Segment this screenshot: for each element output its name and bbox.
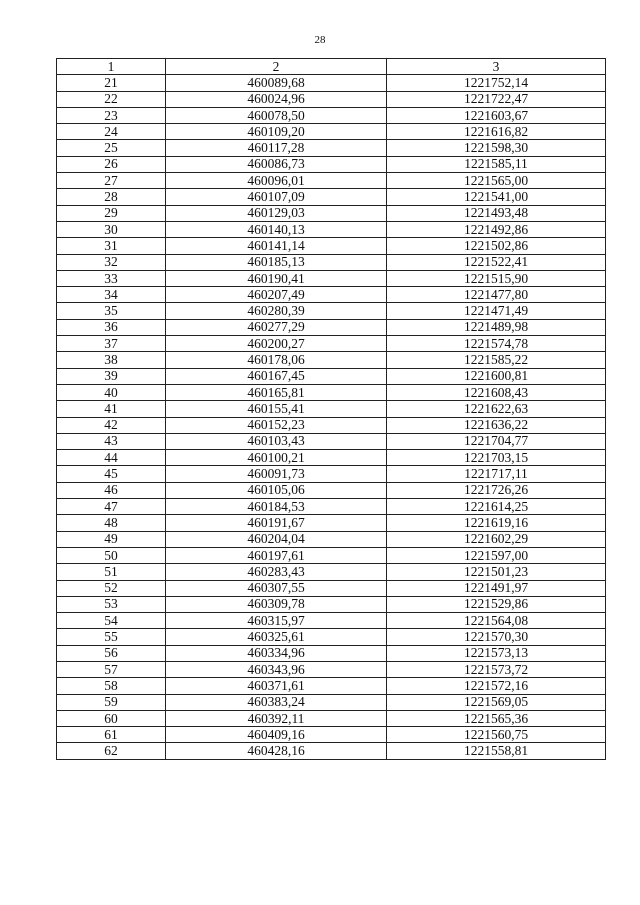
x-coordinate-cell: 460191,67: [166, 515, 387, 531]
table-row: [57, 303, 606, 319]
point-number-cell: 40: [57, 384, 166, 400]
x-coordinate-cell: 460140,13: [166, 221, 387, 237]
point-number-cell: 26: [57, 156, 166, 172]
x-coordinate-cell: 460409,16: [166, 727, 387, 743]
x-coordinate-cell: 460185,13: [166, 254, 387, 270]
y-coordinate-cell: 1221573,72: [387, 661, 606, 677]
point-number-cell: 36: [57, 319, 166, 335]
point-number-cell: 25: [57, 140, 166, 156]
table-row: [57, 450, 606, 466]
table-row: [57, 466, 606, 482]
x-coordinate-cell: 460129,03: [166, 205, 387, 221]
table-row: [57, 238, 606, 254]
point-number-cell: 33: [57, 270, 166, 286]
y-coordinate-cell: 1221491,97: [387, 580, 606, 596]
point-number-cell: 24: [57, 124, 166, 140]
column-header-2: 2: [166, 59, 387, 75]
table-row: [57, 368, 606, 384]
x-coordinate-cell: 460109,20: [166, 124, 387, 140]
y-coordinate-cell: 1221570,30: [387, 629, 606, 645]
point-number-cell: 54: [57, 613, 166, 629]
point-number-cell: 30: [57, 221, 166, 237]
table-row: [57, 91, 606, 107]
point-number-cell: 43: [57, 433, 166, 449]
y-coordinate-cell: 1221529,86: [387, 596, 606, 612]
y-coordinate-cell: 1221502,86: [387, 238, 606, 254]
point-number-cell: 31: [57, 238, 166, 254]
x-coordinate-cell: 460428,16: [166, 743, 387, 759]
point-number-cell: 60: [57, 710, 166, 726]
y-coordinate-cell: 1221614,25: [387, 499, 606, 515]
y-coordinate-cell: 1221492,86: [387, 221, 606, 237]
point-number-cell: 55: [57, 629, 166, 645]
y-coordinate-cell: 1221560,75: [387, 727, 606, 743]
table-row: [57, 727, 606, 743]
table-row: [57, 629, 606, 645]
point-number-cell: 34: [57, 287, 166, 303]
table-row: [57, 417, 606, 433]
x-coordinate-cell: 460105,06: [166, 482, 387, 498]
point-number-cell: 45: [57, 466, 166, 482]
y-coordinate-cell: 1221704,77: [387, 433, 606, 449]
y-coordinate-cell: 1221602,29: [387, 531, 606, 547]
point-number-cell: 22: [57, 91, 166, 107]
y-coordinate-cell: 1221597,00: [387, 547, 606, 563]
x-coordinate-cell: 460086,73: [166, 156, 387, 172]
x-coordinate-cell: 460197,61: [166, 547, 387, 563]
table-row: [57, 107, 606, 123]
table-row: [57, 678, 606, 694]
y-coordinate-cell: 1221565,00: [387, 173, 606, 189]
x-coordinate-cell: 460325,61: [166, 629, 387, 645]
x-coordinate-cell: 460190,41: [166, 270, 387, 286]
table-row: [57, 547, 606, 563]
table-row: [57, 710, 606, 726]
point-number-cell: 28: [57, 189, 166, 205]
y-coordinate-cell: 1221565,36: [387, 710, 606, 726]
x-coordinate-cell: 460178,06: [166, 352, 387, 368]
x-coordinate-cell: 460078,50: [166, 107, 387, 123]
page-number: 28: [314, 34, 326, 46]
y-coordinate-cell: 1221717,11: [387, 466, 606, 482]
table-row: [57, 694, 606, 710]
point-number-cell: 37: [57, 336, 166, 352]
table-row: [57, 336, 606, 352]
table-row: [57, 433, 606, 449]
y-coordinate-cell: 1221603,67: [387, 107, 606, 123]
table-row: [57, 124, 606, 140]
x-coordinate-cell: 460141,14: [166, 238, 387, 254]
table-row: [57, 140, 606, 156]
x-coordinate-cell: 460091,73: [166, 466, 387, 482]
point-number-cell: 32: [57, 254, 166, 270]
y-coordinate-cell: 1221608,43: [387, 384, 606, 400]
x-coordinate-cell: 460117,28: [166, 140, 387, 156]
table-row: [57, 173, 606, 189]
y-coordinate-cell: 1221616,82: [387, 124, 606, 140]
point-number-cell: 51: [57, 564, 166, 580]
point-number-cell: 52: [57, 580, 166, 596]
point-number-cell: 49: [57, 531, 166, 547]
y-coordinate-cell: 1221573,13: [387, 645, 606, 661]
y-coordinate-cell: 1221477,80: [387, 287, 606, 303]
x-coordinate-cell: 460315,97: [166, 613, 387, 629]
point-number-cell: 35: [57, 303, 166, 319]
table-header: [57, 59, 606, 75]
point-number-cell: 42: [57, 417, 166, 433]
point-number-cell: 44: [57, 450, 166, 466]
table-row: [57, 287, 606, 303]
x-coordinate-cell: 460089,68: [166, 75, 387, 91]
point-number-cell: 29: [57, 205, 166, 221]
point-number-cell: 23: [57, 107, 166, 123]
x-coordinate-cell: 460307,55: [166, 580, 387, 596]
table-row: [57, 499, 606, 515]
x-coordinate-cell: 460167,45: [166, 368, 387, 384]
x-coordinate-cell: 460343,96: [166, 661, 387, 677]
y-coordinate-cell: 1221703,15: [387, 450, 606, 466]
point-number-cell: 62: [57, 743, 166, 759]
x-coordinate-cell: 460204,04: [166, 531, 387, 547]
x-coordinate-cell: 460100,21: [166, 450, 387, 466]
y-coordinate-cell: 1221558,81: [387, 743, 606, 759]
x-coordinate-cell: 460200,27: [166, 336, 387, 352]
point-number-cell: 61: [57, 727, 166, 743]
table-row: [57, 661, 606, 677]
y-coordinate-cell: 1221752,14: [387, 75, 606, 91]
x-coordinate-cell: 460334,96: [166, 645, 387, 661]
point-number-cell: 21: [57, 75, 166, 91]
point-number-cell: 41: [57, 401, 166, 417]
table-row: [57, 531, 606, 547]
x-coordinate-cell: 460207,49: [166, 287, 387, 303]
point-number-cell: 50: [57, 547, 166, 563]
point-number-cell: 58: [57, 678, 166, 694]
point-number-cell: 53: [57, 596, 166, 612]
x-coordinate-cell: 460277,29: [166, 319, 387, 335]
table-row: [57, 384, 606, 400]
y-coordinate-cell: 1221569,05: [387, 694, 606, 710]
x-coordinate-cell: 460155,41: [166, 401, 387, 417]
point-number-cell: 46: [57, 482, 166, 498]
x-coordinate-cell: 460107,09: [166, 189, 387, 205]
y-coordinate-cell: 1221585,22: [387, 352, 606, 368]
x-coordinate-cell: 460024,96: [166, 91, 387, 107]
x-coordinate-cell: 460280,39: [166, 303, 387, 319]
y-coordinate-cell: 1221598,30: [387, 140, 606, 156]
point-number-cell: 59: [57, 694, 166, 710]
point-number-cell: 48: [57, 515, 166, 531]
x-coordinate-cell: 460152,23: [166, 417, 387, 433]
table-row: [57, 482, 606, 498]
y-coordinate-cell: 1221501,23: [387, 564, 606, 580]
y-coordinate-cell: 1221493,48: [387, 205, 606, 221]
table-row: [57, 156, 606, 172]
y-coordinate-cell: 1221585,11: [387, 156, 606, 172]
y-coordinate-cell: 1221622,63: [387, 401, 606, 417]
table-body: [57, 75, 606, 759]
table-row: [57, 515, 606, 531]
y-coordinate-cell: 1221619,16: [387, 515, 606, 531]
x-coordinate-cell: 460283,43: [166, 564, 387, 580]
x-coordinate-cell: 460184,53: [166, 499, 387, 515]
table-row: [57, 352, 606, 368]
y-coordinate-cell: 1221564,08: [387, 613, 606, 629]
point-number-cell: 38: [57, 352, 166, 368]
x-coordinate-cell: 460096,01: [166, 173, 387, 189]
table-row: [57, 270, 606, 286]
x-coordinate-cell: 460309,78: [166, 596, 387, 612]
x-coordinate-cell: 460165,81: [166, 384, 387, 400]
table-row: [57, 645, 606, 661]
table-row: [57, 613, 606, 629]
column-header-1: 1: [57, 59, 166, 75]
table-row: [57, 401, 606, 417]
y-coordinate-cell: 1221722,47: [387, 91, 606, 107]
table-row: [57, 580, 606, 596]
table-row: [57, 743, 606, 759]
table-row: [57, 75, 606, 91]
x-coordinate-cell: 460383,24: [166, 694, 387, 710]
x-coordinate-cell: 460392,11: [166, 710, 387, 726]
table-header-row: [57, 59, 606, 75]
point-number-cell: 47: [57, 499, 166, 515]
point-number-cell: 27: [57, 173, 166, 189]
y-coordinate-cell: 1221600,81: [387, 368, 606, 384]
y-coordinate-cell: 1221541,00: [387, 189, 606, 205]
table-row: [57, 319, 606, 335]
y-coordinate-cell: 1221489,98: [387, 319, 606, 335]
point-number-cell: 56: [57, 645, 166, 661]
x-coordinate-cell: 460103,43: [166, 433, 387, 449]
y-coordinate-cell: 1221726,26: [387, 482, 606, 498]
table-row: [57, 564, 606, 580]
x-coordinate-cell: 460371,61: [166, 678, 387, 694]
y-coordinate-cell: 1221574,78: [387, 336, 606, 352]
coordinates-table: [56, 58, 606, 760]
y-coordinate-cell: 1221471,49: [387, 303, 606, 319]
point-number-cell: 39: [57, 368, 166, 384]
column-header-3: 3: [387, 59, 606, 75]
table-row: [57, 221, 606, 237]
table-row: [57, 205, 606, 221]
table-row: [57, 189, 606, 205]
y-coordinate-cell: 1221636,22: [387, 417, 606, 433]
y-coordinate-cell: 1221522,41: [387, 254, 606, 270]
table-row: [57, 596, 606, 612]
table-row: [57, 254, 606, 270]
y-coordinate-cell: 1221515,90: [387, 270, 606, 286]
y-coordinate-cell: 1221572,16: [387, 678, 606, 694]
point-number-cell: 57: [57, 661, 166, 677]
